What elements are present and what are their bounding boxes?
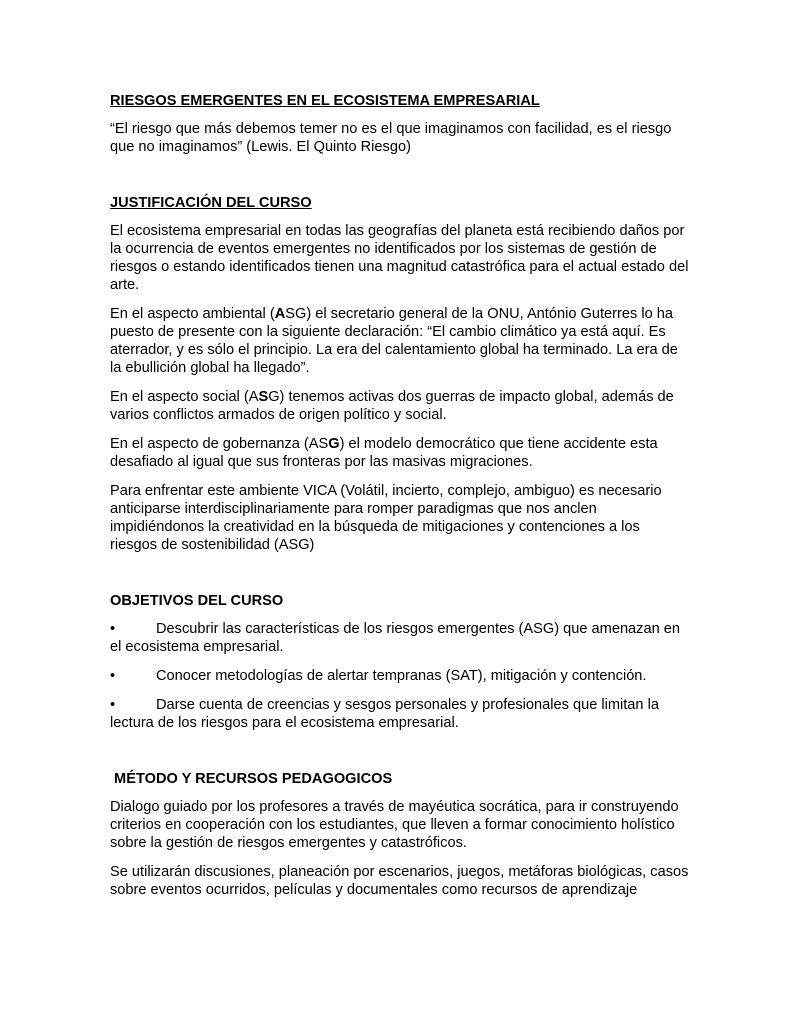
objective-item	[110, 667, 690, 685]
justification-paragraph-governance	[110, 435, 690, 471]
method-heading: MÉTODO Y RECURSOS PEDAGOGICOS	[110, 771, 393, 787]
bullet-icon: •	[110, 668, 116, 684]
method-paragraph-1: Dialogo guiado por los profesores a través de mayéutica socrática, para ir construyendo criterios en cooperación con los estudiantes, que lleven a formar conocimiento holístico sobre la gestión de riesgos emergentes y catastróficos.	[110, 799, 679, 851]
spacer	[110, 565, 690, 592]
objective-text: Darse cuenta de creencias y sesgos personales y profesionales que limitan la lectura de los riesgos para el ecosistema empresarial.	[110, 697, 659, 731]
epigraph-quote: “El riesgo que más debemos temer no es el que imaginamos con facilidad, es el riesgo que no imaginamos” (Lewis. El Quinto Riesgo)	[110, 121, 672, 155]
objective-text: Conocer metodologías de alertar tempranas (SAT), mitigación y contención.	[156, 668, 647, 684]
method-section	[110, 770, 690, 899]
objectives-section	[110, 592, 690, 732]
objectives-heading: OBJETIVOS DEL CURSO	[110, 593, 284, 609]
text-segment: En el aspecto ambiental (	[110, 306, 275, 322]
text-segment: SG) el secretario general de la ONU, António Guterres lo ha puesto de presente con la siguiente declaración: “El cambio climático ya está aquí. Es aterrador, y es sólo el principio. La era del calentamiento global ha terminado. La era de la ebullición global ha llegado”.	[110, 306, 678, 376]
justification-paragraph-1: El ecosistema empresarial en todas las geografías del planeta está recibiendo daños por la ocurrencia de eventos emergentes no identificados por los sistemas de gestión de riesgos o estando identificados tienen una magnitud catastrófica para el actual estado del arte.	[110, 223, 689, 293]
justification-paragraph-vica: Para enfrentar este ambiente VICA (Volátil, incierto, complejo, ambiguo) es necesario anticiparse interdisciplinariamente para romper paradigmas que nos anclen impidiéndonos la creatividad en la búsqueda de mitigaciones y contenciones a los riesgos de sostenibilidad (ASG)	[110, 483, 662, 553]
objective-item	[110, 620, 690, 656]
justification-paragraph-social	[110, 388, 690, 424]
spacer	[110, 743, 690, 770]
bullet-icon: •	[110, 697, 116, 713]
text-segment: ) el modelo democrático que tiene accidente esta desafiado al igual que sus fronteras por las masivas migraciones.	[110, 436, 658, 470]
text-segment: En el aspecto de gobernanza (AS	[110, 436, 329, 452]
justification-heading: JUSTIFICACIÓN DEL CURSO	[110, 195, 312, 211]
bold-letter: S	[258, 389, 269, 405]
bullet-icon: •	[110, 621, 116, 637]
spacer	[110, 167, 690, 194]
method-paragraph-2: Se utilizarán discusiones, planeación por escenarios, juegos, metáforas biológicas, casos sobre eventos ocurridos, películas y documentales como recursos de aprendizaje	[110, 864, 689, 898]
text-segment: G) tenemos activas dos guerras de impacto global, además de varios conflictos armados de origen político y social.	[110, 389, 674, 423]
justification-section	[110, 194, 690, 554]
bold-letter: A	[274, 306, 286, 322]
objective-text: Descubrir las características de los riesgos emergentes (ASG) que amenazan en el ecosistema empresarial.	[110, 621, 680, 655]
document-title: RIESGOS EMERGENTES EN EL ECOSISTEMA EMPRESARIAL	[110, 93, 540, 109]
objective-item	[110, 696, 690, 732]
justification-paragraph-environmental	[110, 305, 690, 377]
bold-letter: G	[328, 436, 340, 452]
document-page	[110, 92, 690, 910]
text-segment: En el aspecto social (A	[110, 389, 259, 405]
